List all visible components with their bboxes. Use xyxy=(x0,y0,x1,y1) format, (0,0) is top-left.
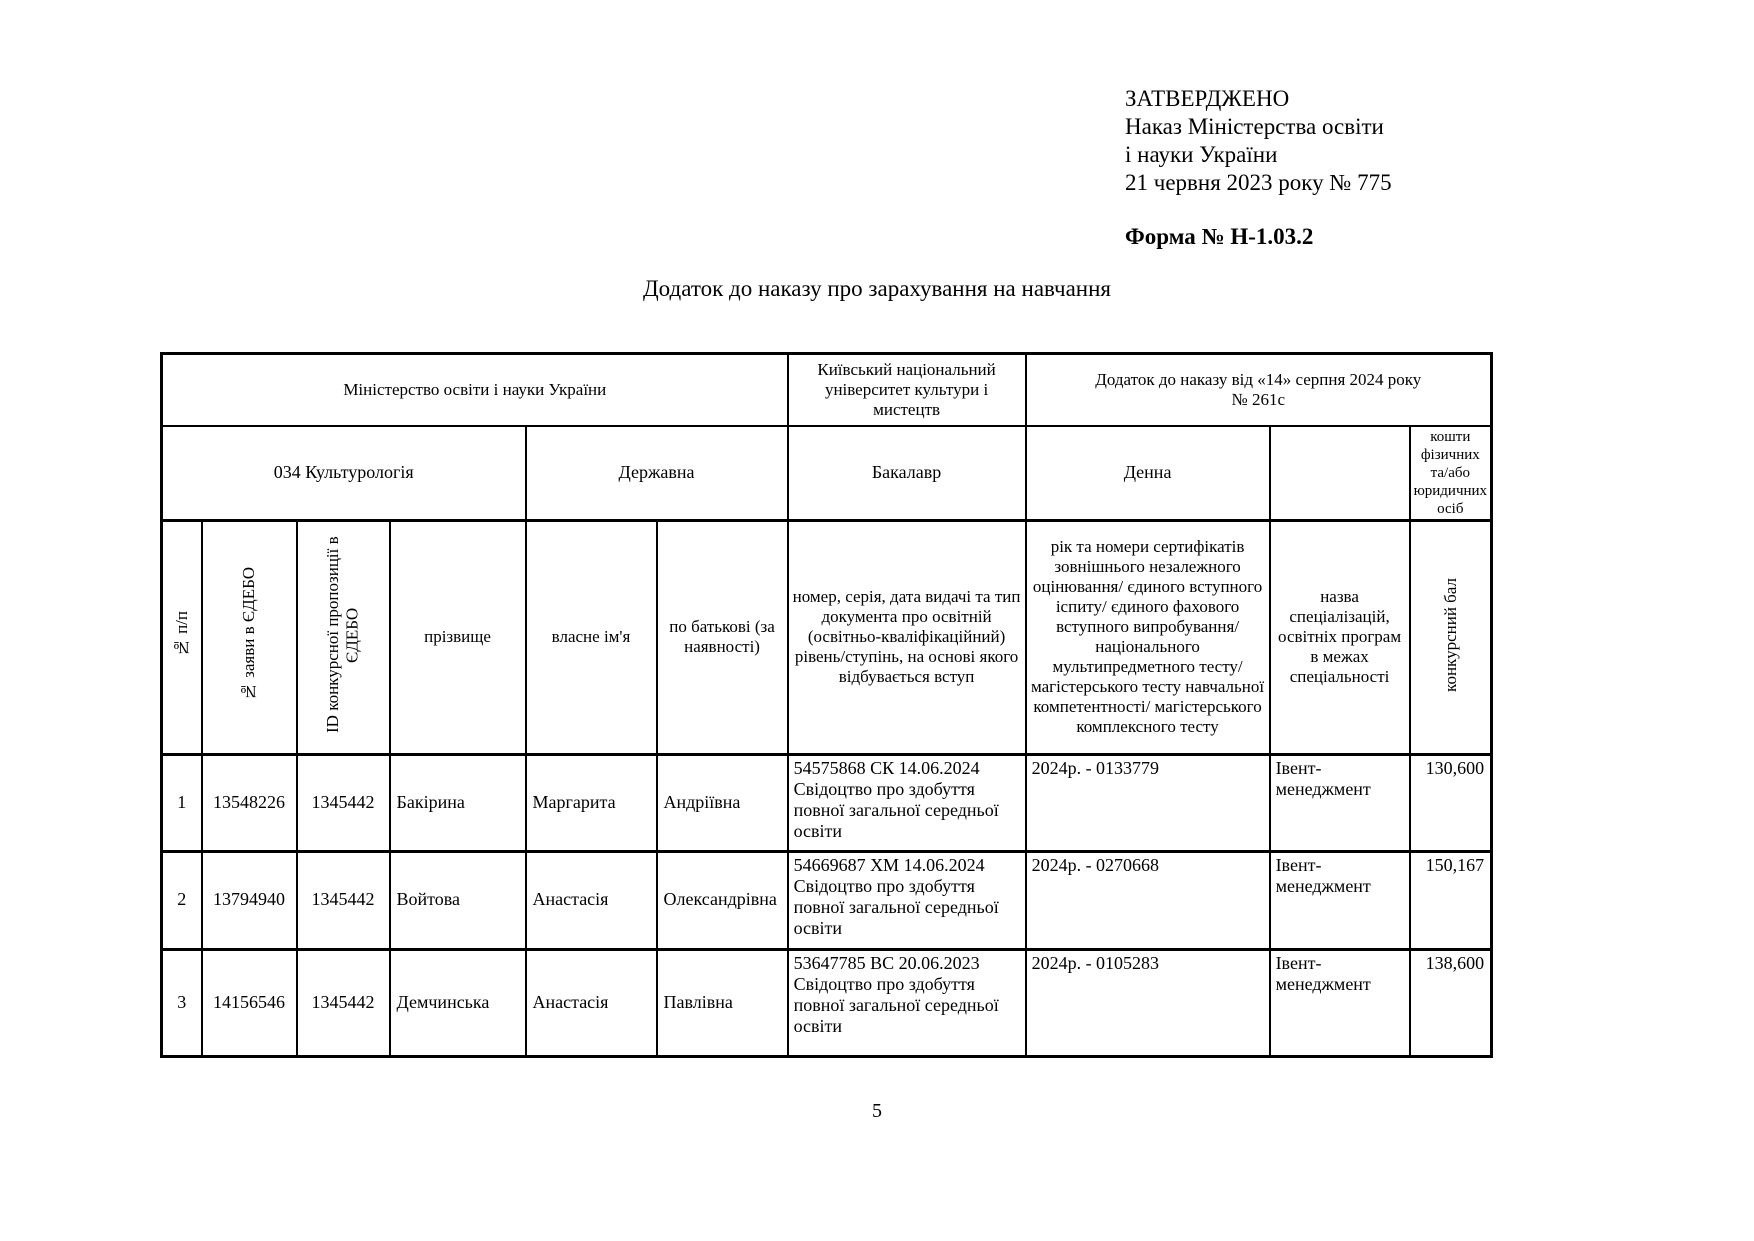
cell-patronymic: Андріївна xyxy=(657,754,788,851)
cell-first-name: Анастасія xyxy=(526,851,657,949)
cell-document: 54669687 ХМ 14.06.2024 Свідоцтво про здобуття повної загальної середньої освіти xyxy=(788,851,1026,949)
enrollment-table xyxy=(160,352,1493,1058)
ministry-cell: Міністерство освіти і науки України xyxy=(162,354,788,426)
cell-score: 150,167 xyxy=(1410,851,1492,949)
cell-proposal-id: 1345442 xyxy=(297,851,390,949)
cell-num: 3 xyxy=(162,949,202,1056)
university-cell: Київський національний університет культури і мистецтв xyxy=(788,354,1026,426)
table-row xyxy=(162,851,1492,949)
cell-application-id: 14156546 xyxy=(202,949,297,1056)
cell-patronymic: Олександрівна xyxy=(657,851,788,949)
table-info-row-2 xyxy=(162,426,1492,521)
order-reference-line: Додаток до наказу від «14» серпня 2024 року xyxy=(1095,369,1422,389)
header-application-id: № заяви в ЄДЕБО xyxy=(202,520,297,754)
funding-source-cell: Державна xyxy=(526,426,788,521)
header-proposal-id: ID конкурсної пропозиції в ЄДЕБО xyxy=(297,520,390,754)
cell-program: Івент-менеджмент xyxy=(1270,851,1410,949)
specialty-cell: 034 Культурологія xyxy=(162,426,526,521)
page-number: 5 xyxy=(872,1100,882,1122)
info-empty-cell xyxy=(1270,426,1410,521)
approval-line: 21 червня 2023 року № 775 xyxy=(1125,170,1392,195)
cell-num: 2 xyxy=(162,851,202,949)
cell-document: 54575868 СК 14.06.2024 Свідоцтво про здобуття повної загальної середньої освіти xyxy=(788,754,1026,851)
cell-proposal-id: 1345442 xyxy=(297,949,390,1056)
cell-num: 1 xyxy=(162,754,202,851)
order-reference-number: № 261с xyxy=(1231,389,1286,409)
table-row xyxy=(162,949,1492,1056)
funds-cell: кошти фізичних та/або юридичних осіб xyxy=(1410,426,1492,521)
cell-score: 138,600 xyxy=(1410,949,1492,1056)
page-title: Додаток до наказу про зарахування на навчання xyxy=(642,276,1111,301)
table-row xyxy=(162,754,1492,851)
approval-line: і науки України xyxy=(1125,142,1278,167)
form-number-label: Форма № Н-1.03.2 xyxy=(1125,224,1314,249)
cell-program: Івент-менеджмент xyxy=(1270,949,1410,1056)
cell-certificates: 2024р. - 0270668 xyxy=(1026,851,1270,949)
cell-surname: Бакірина xyxy=(390,754,526,851)
order-reference-cell xyxy=(1026,354,1492,426)
header-num: № п/п xyxy=(162,520,202,754)
cell-program: Івент-менеджмент xyxy=(1270,754,1410,851)
header-program: назва спеціалізацій, освітніх програм в межах спеціальності xyxy=(1270,520,1410,754)
approval-line: ЗАТВЕРДЖЕНО xyxy=(1125,86,1290,111)
header-first-name: власне ім'я xyxy=(526,520,657,754)
degree-cell: Бакалавр xyxy=(788,426,1026,521)
header-document: номер, серія, дата видачі та тип документа про освітній (освітньо-кваліфікаційний) рівень/ступінь, на основі якого відбувається вступ xyxy=(788,520,1026,754)
cell-surname: Войтова xyxy=(390,851,526,949)
cell-application-id: 13548226 xyxy=(202,754,297,851)
cell-application-id: 13794940 xyxy=(202,851,297,949)
cell-proposal-id: 1345442 xyxy=(297,754,390,851)
cell-patronymic: Павлівна xyxy=(657,949,788,1056)
cell-certificates: 2024р. - 0105283 xyxy=(1026,949,1270,1056)
cell-first-name: Маргарита xyxy=(526,754,657,851)
cell-first-name: Анастасія xyxy=(526,949,657,1056)
cell-certificates: 2024р. - 0133779 xyxy=(1026,754,1270,851)
approval-block xyxy=(1125,85,1392,251)
cell-score: 130,600 xyxy=(1410,754,1492,851)
cell-document: 53647785 ВС 20.06.2023 Свідоцтво про здобуття повної загальної середньої освіти xyxy=(788,949,1026,1056)
approval-line: Наказ Міністерства освіти xyxy=(1125,114,1384,139)
table-info-row-1 xyxy=(162,354,1492,426)
header-score: конкурсний бал xyxy=(1410,520,1492,754)
cell-surname: Демчинська xyxy=(390,949,526,1056)
study-form-cell: Денна xyxy=(1026,426,1270,521)
header-certificates: рік та номери сертифікатів зовнішнього незалежного оцінювання/ єдиного вступного іспиту/ єдиного фахового вступного випробування/ національного мультипредметного тесту/ магістерського тесту навчальної компетентності/ магістерського комплексного тесту xyxy=(1026,520,1270,754)
header-surname: прізвище xyxy=(390,520,526,754)
table-header-row xyxy=(162,520,1492,754)
header-patronymic: по батькові (за наявності) xyxy=(657,520,788,754)
